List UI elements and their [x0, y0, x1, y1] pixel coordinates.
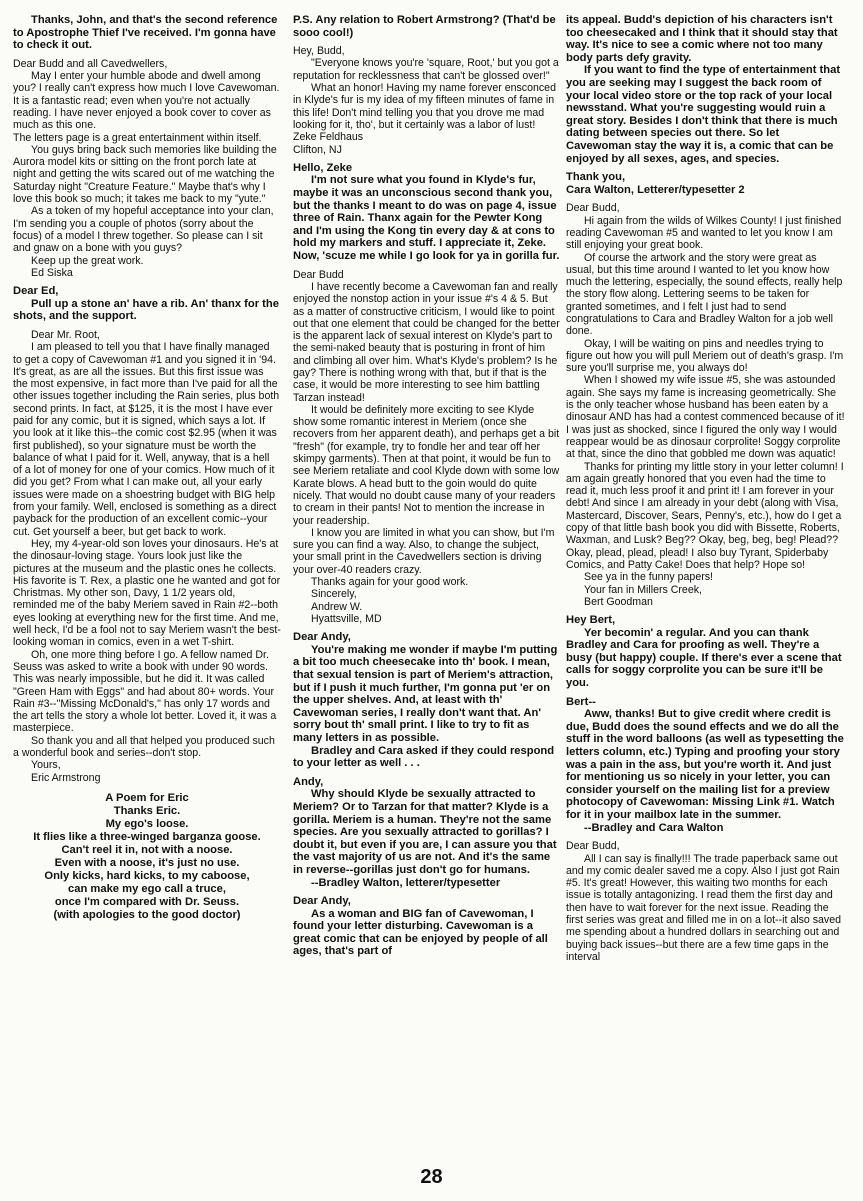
salutation: Dear Budd, — [566, 840, 620, 853]
letter-closing: Thanks again for your good work. — [311, 576, 469, 589]
letter-signature: Bert Goodman — [584, 595, 653, 608]
letter-paragraph: Thanks for printing my little story in your letter column! I am again greatly honored that you even had the time to read it, much less proof it and print it! I am forever in your debt! And since I am already in your debt (along with Visa, Mastercard, Discover, Sears, Penny's, etc.), how do I get a copy of that little bash book you did with Bissette, Roberts, Waxman, and Lusk? Beg?? Okay, beg, beg, beg! Plead?? Okay, plead, plead, plead! I also buy Tyrant, Spiderbaby Comics, and Patty Cake! Does that help? Hope so! — [566, 460, 844, 571]
letter-paragraph: "Everyone knows you're 'square, Root,' but you got a reputation for recklessness that can't be glossed over!" — [293, 57, 559, 82]
letter-paragraph: It would be definitely more exciting to see Klyde show some romantic interest in Meriem (once she recovers from her apparent death), and perhaps get a bit "fresh" (for example, try to fondle her and tear off her skimpy garments). Then at that point, it would be fun to see Meriem retaliate and cool Klyde down with some low Karate blows. A head butt to the goin would do quite nicely. That would no doubt cause many of your readers to cream in their pants! Not to mention the increase in your readership. — [293, 403, 560, 527]
editor-reply: its appeal. Budd's depiction of his characters isn't too cheesecaked and I think that it should stay that way. It's nice to see a comic where not too many body parts defy gravity. — [566, 14, 838, 64]
letter-paragraph: Hey, my 4-year-old son loves your dinosaurs. He's at the dinosaur-loving stage. Yours look just like the pictures at the museum and the plastic ones he collects. His favorite is T. Rex, a plastic one he wanted and got for Christmas. My other son, Davy, 1 1/2 years old, reminded me of the baby Meriem saved in Rain #2--both eyes looking at everything new for the first time. And me, well heck, I'd be a fool not to say Meriem wasn't the best-looking woman in comics, even in a wet T-shirt. — [13, 537, 281, 649]
letter-paragraph: I know you are limited in what you can show, but I'm sure you can find a way. Also, to change the subject, your small print in the Cavedwellers section is driving your over-40 readers crazy. — [293, 526, 555, 576]
poem-title: A Poem for Eric — [105, 791, 189, 804]
poem-line: Even with a noose, it's just no use. — [54, 856, 240, 869]
poem-line: (with apologies to the good doctor) — [53, 908, 241, 921]
letter-signature: Ed Siska — [31, 266, 73, 279]
letter-paragraph: I have recently become a Cavewoman fan and really enjoyed the nonstop action in your issue #'s 4 & 5. But as a matter of constructive criticism, I would like to point out that one element that could be changed for the better is the apparent lack of sexual interest on Klyde's part to the semi-naked beauty that is posturing in front of him and climbing all over him. What's Klyde's problem? Is he gay? There is nothing wrong with that, but if that is the case, it would be more interesting to see him battling Tarzan instead! — [293, 280, 560, 404]
letter-paragraph: What an honor! Having my name forever ensconced in Klyde's fur is my idea of my fifteen minutes of fame in this life! Don't mind telling you that you drove me mad looking for it, tho', but it certainly was a labor of lust! — [293, 82, 556, 131]
editor-reply: Thanks, John, and that's the second reference to Apostrophe Thief I've received. I'm gonna have to check it out. — [13, 14, 278, 52]
poem-line: can make my ego call a truce, — [68, 882, 226, 895]
letter-paragraph: When I showed my wife issue #5, she was astounded again. She says my fame is increasing geometrically. She is the only teacher whose husband has been eaten by a dinosaur AND has had a contest commenced because of it! I was just as shocked, since I figured the only way I would reappear would be as dinosaur corprolite! Soggy corprolite at that, since the dino that gobbled me down was aquatic! — [566, 374, 845, 461]
editor-reply: Why should Klyde be sexually attracted to Meriem? Or to Tarzan for that matter? Klyde is a gorilla. Meriem is a human. They're not the same species. Are you sexually attracted to gorillas? I doubt it, but even if you are, I can assure you that the vast majority of us are not. And it's the same in reverse--gorillas just don't go for humans. — [293, 788, 557, 876]
column-right — [566, 14, 846, 963]
reply-salutation: Dear Andy, — [293, 631, 351, 644]
letter-location: Hyattsville, MD — [311, 612, 382, 625]
letter-paragraph: So thank you and all that helped you produced such a wonderful book and series--don't stop. — [13, 734, 275, 759]
editor-reply: As a woman and BIG fan of Cavewoman, I found your letter disturbing. Cavewoman is a great comic that can be enjoyed by people of all ages, that's part of — [293, 907, 548, 958]
reply-signature: Cara Walton, Letterer/typesetter 2 — [566, 183, 745, 196]
letter-paragraph: Of course the artwork and the story were great as usual, but this time around I wanted to let you know how much the lettering, especially, the sound effects, really help the story flow along. Lettering seems to be taken for granted sometimes, and I felt I just had to send congratulations to Cara and Bradley Walton for a job well done. — [566, 251, 843, 338]
letter-paragraph: Oh, one more thing before I go. A fellow named Dr. Seuss was asked to write a book with under 90 words. This was nearly impossible, but he did it. It was called "Green Ham with Eggs" and had about 80+ words. Your Rain #3--"Missing McDonald's," has only 17 words and the art tells the story a whole lot better. Loved it, it was a masterpiece. — [13, 648, 277, 735]
letter-paragraph: You guys bring back such memories like building the Aurora model kits or sitting on the front porch late at night and getting the wits scared out of me watching the Saturday night "Creature Feature." Maybe that's why I love this book so much; it takes me back to my "yute." — [13, 143, 277, 206]
reply-salutation: Dear Andy, — [293, 895, 351, 908]
letter-paragraph: I am pleased to tell you that I have finally managed to get a copy of Cavewoman #1 and you signed it in '94. It's great, as are all the issues. But this first issue was the most expensive, in fact more than I've paid for all the other issues together including the Rain series, plus both second prints. In fact, at $125, it is the most I have ever paid for any comic, but it is signed, which says a lot. If you look at it like this--the comic cost $2.95 (when it was first published), so your signature must be worth the balance of what I paid for it. Well, anyway, that is a hell of a lot of money for one of your comics. How much of it did you get? From what I can make out, all your early issues were made on a shoestring budget with BIG help from your family. Well, enclosed is something as a direct payback for the production of an excellent comic--your cut. Get yourself a beer, but get back to work. — [13, 341, 280, 538]
letter-closing: Sincerely, — [311, 588, 357, 601]
editor-reply: You're making me wonder if maybe I'm putting a bit too much cheesecake into th' book. I mean, that sexual tension is part of Meriem's attraction, but if I push it much further, I'm gonna put 'er on the upper shelves. And, at least with th' Cavewoman series, I really don't want that. An' sorry bout th' small print. I like to try to fit as many letters in as possible. — [293, 643, 558, 744]
salutation: Dear Budd and all Cavedwellers, — [13, 57, 168, 70]
letter-paragraph: The letters page is a great entertainment within itself. — [13, 131, 262, 144]
poem-line: It flies like a three-winged barganza goose. — [33, 830, 261, 843]
editor-reply: Bradley and Cara asked if they could respond to your letter as well . . . — [293, 744, 555, 770]
poem-line: once I'm compared with Dr. Seuss. — [54, 895, 240, 908]
reply-salutation: Hey Bert, — [566, 614, 616, 627]
letter-paragraph: As a token of my hopeful acceptance into your clan, I'm sending you a couple of photos (sorry about the focus) of a model I threw together. So please can I sit and gnaw on a bone with you guys? — [13, 205, 274, 255]
salutation: Hey, Budd, — [293, 45, 345, 58]
poem-line: Only kicks, hard kicks, to my caboose, — [44, 869, 250, 882]
reply-salutation: Bert-- — [566, 695, 596, 708]
letter-closing: Your fan in Millers Creek, — [584, 583, 702, 596]
letter-paragraph: All I can say is finally!!! The trade paperback same out and my comic dealer saved me a copy. Also I just got Rain #5. It's great! However, this waiting two months for each issue is totally antagonizing. I read them the first day and then have to wait forever for the next issue. Reading the first series was great and filled me in on a lot--it also saved me spending about a hundred dollars in searching out and buying back issues--but there are a few time gaps in the interval — [566, 852, 841, 963]
salutation: Dear Budd, — [566, 202, 620, 215]
poem-line: My ego's loose. — [105, 817, 189, 830]
letter-paragraph: May I enter your humble abode and dwell among you? I really can't express how much I love Cavewoman. It is a fantastic read; even when you're not actually reading. I have never enjoyed a book cover to cover as much as this one. — [13, 70, 280, 132]
letter-paragraph: Okay, I will be waiting on pins and needles trying to figure out how you will pull Meriem out of death's grasp. I'm sure you'll surprise me, you always do! — [566, 337, 844, 375]
letter-signature: Eric Armstrong — [31, 771, 101, 784]
editor-reply: Aww, thanks! But to give credit where credit is due, Budd does the sound effects and we do all the stuff in the word balloons (as well as typesetting the letters column, etc.) Typing and proofing your story was a pain in the ass, but you're worth it. And just for mentioning us so nicely in your letter, you can consider yourself on the mailing list for a preview photocopy of Cavewoman: Missing Link #1. Watch for it in your mailbox late in the summer. — [566, 708, 844, 822]
letter-paragraph: Hi again from the wilds of Wilkes County! I just finished reading Cavewoman #5 and wanted to let you know I am still enjoying your great book. — [566, 214, 842, 252]
salutation: Dear Budd — [293, 268, 344, 281]
editor-reply: I'm not sure what you found in Klyde's fur, maybe it was an unconscious second thank you, but the thanks I meant to do was on page 4, issue three of Rain. Thanx again for the Pewter Kong and I'm using the Kong tin every day & at cons to hold my markers and stuff. I appreciate it, Zeke. Now, 'scuze me while I go look for ya in gorilla fur. — [293, 174, 560, 263]
reply-salutation: Dear Ed, — [13, 285, 59, 298]
letter-signature: Zeke Feldhaus — [293, 131, 364, 144]
letter-location: Clifton, NJ — [293, 143, 342, 156]
reply-closing: Thank you, — [566, 171, 626, 184]
letter-closing: See ya in the funny papers! — [584, 571, 713, 584]
editor-reply: Yer becomin' a regular. And you can thank Bradley and Cara for proofing as well. They're a busy (but happy) couple. If there's ever a scene that calls for soggy corprolite you can be sure it'll be you. — [566, 626, 842, 690]
column-middle — [293, 14, 561, 958]
page-number: 28 — [420, 1166, 443, 1188]
poem — [13, 792, 281, 922]
letter-signature: Andrew W. — [311, 600, 363, 613]
postscript: P.S. Any relation to Robert Armstrong? (That'd be sooo cool!) — [293, 14, 556, 39]
poem-line: Thanks Eric. — [113, 804, 181, 817]
letter-closing: Yours, — [31, 759, 61, 772]
salutation: Dear Mr. Root, — [31, 328, 100, 341]
column-left — [13, 14, 281, 922]
reply-signature: --Bradley Walton, letterer/typesetter — [311, 876, 501, 889]
poem-line: Can't reel it in, not with a noose. — [61, 843, 233, 856]
letter-closing: Keep up the great work. — [31, 254, 144, 267]
reply-salutation: Andy, — [293, 775, 324, 788]
reply-salutation: Hello, Zeke — [293, 161, 353, 174]
editor-reply: Pull up a stone an' have a rib. An' thanx for the shots, and the support. — [13, 297, 279, 323]
reply-signature: --Bradley and Cara Walton — [584, 821, 724, 834]
editor-reply: If you want to find the type of entertainment that you are seeking may I suggest the back room of your local video store or the top rack of your local newsstand. What you're suggesting would ruin a great story. Besides I don't think that there is much dating between species out there. So let Cavewoman stay the way it is, a comic that can be enjoyed by all sexes, ages, and species. — [566, 64, 841, 165]
